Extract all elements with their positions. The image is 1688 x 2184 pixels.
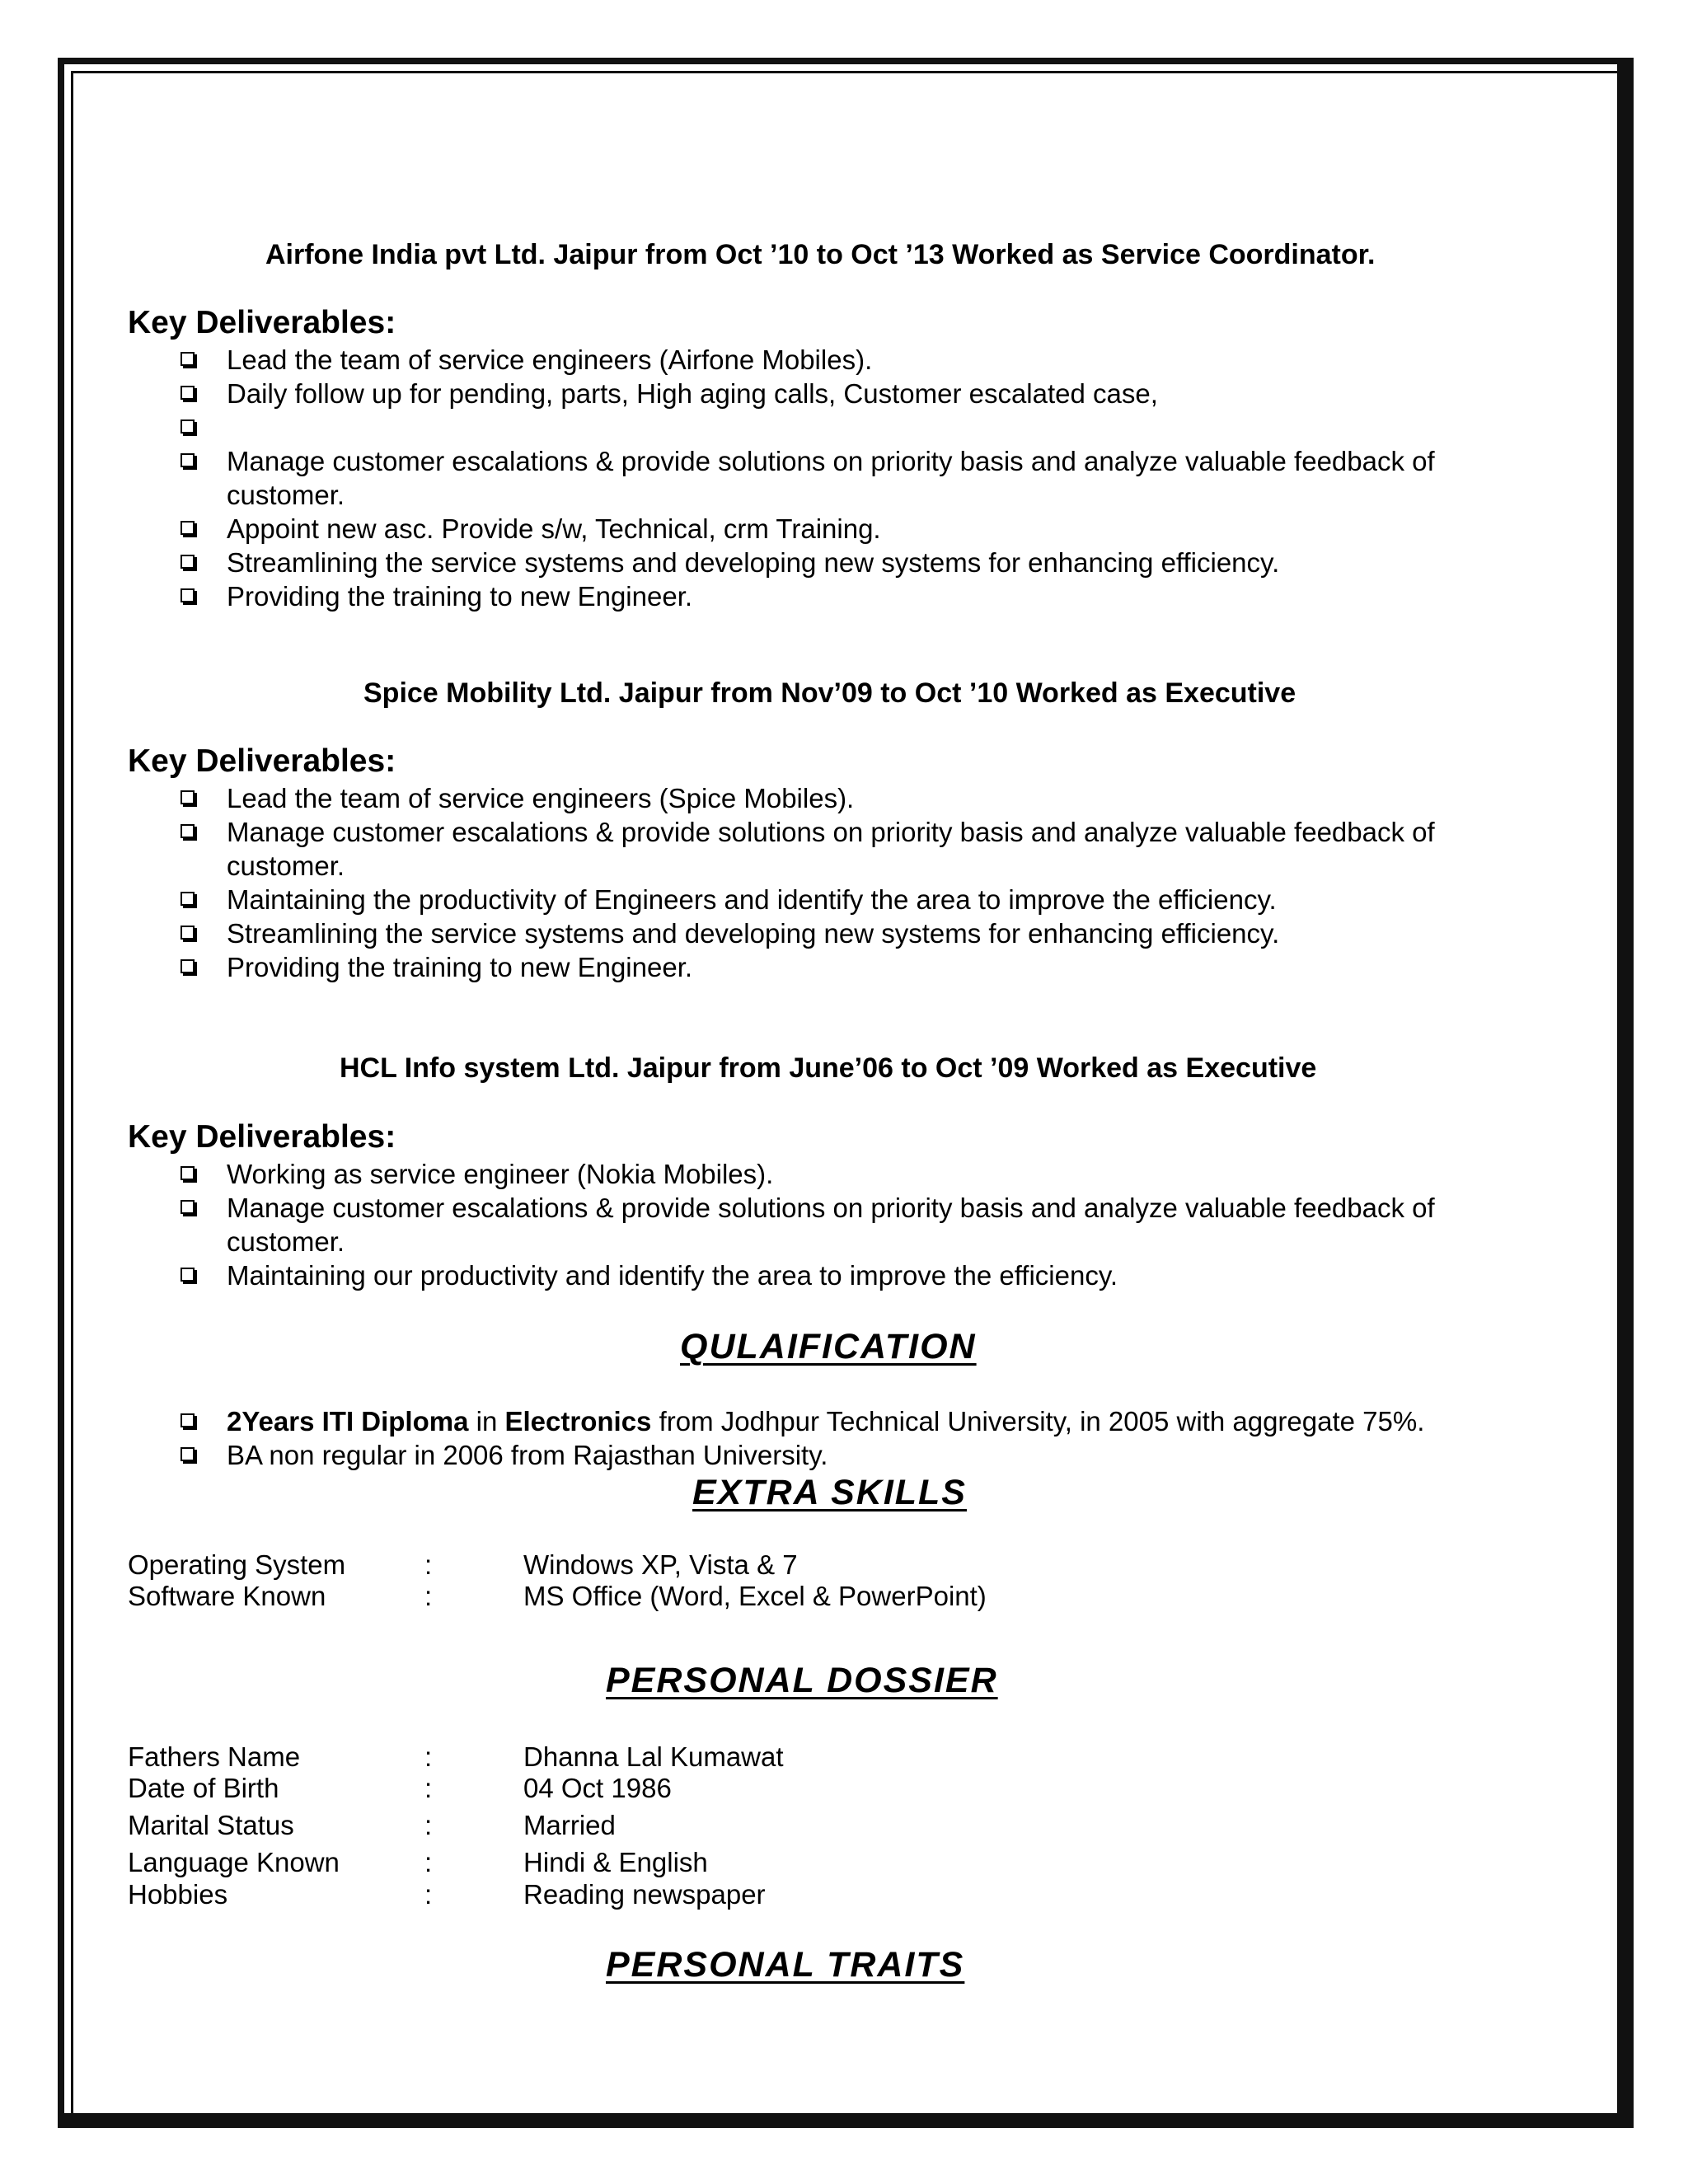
list-item: Streamlining the service systems and developing new systems for enhancing efficiency. [177,546,1479,579]
checkbox-bullet-icon [181,1447,195,1461]
dossier-row: Date of Birth : 04 Oct 1986 [128,1773,672,1803]
deliverables-list [177,343,1479,613]
list-item: 2Years ITI Diploma in Electronics from Jodhpur Technical University, in 2005 with aggregate 75%. [177,1404,1479,1438]
skills-row: Software Known : MS Office (Word, Excel & PowerPoint) [128,1581,987,1611]
key-deliverables-heading: Key Deliverables: [128,305,396,340]
checkbox-bullet-icon [181,1268,195,1282]
list-item [177,410,1479,444]
deliverables-list [177,781,1479,984]
job-title: Airfone India pvt Ltd. Jaipur from Oct ’10 to Oct ’13 Worked as Service Coordinator. [265,239,1376,270]
checkbox-bullet-icon [181,824,195,838]
deliverables-list [177,1157,1479,1292]
dossier-row: Marital Status : Married [128,1810,616,1840]
list-item: Manage customer escalations & provide solutions on priority basis and analyze valuable feedback of customer. [177,444,1479,512]
checkbox-bullet-icon [181,352,195,366]
checkbox-bullet-icon [181,1413,195,1427]
list-item: Manage customer escalations & provide solutions on priority basis and analyze valuable feedback of customer. [177,1191,1479,1258]
list-item: Daily follow up for pending, parts, High aging calls, Customer escalated case, [177,377,1479,410]
checkbox-bullet-icon [181,555,195,569]
list-item: Manage customer escalations & provide solutions on priority basis and analyze valuable feedback of customer. [177,815,1479,883]
checkbox-bullet-icon [181,790,195,804]
list-item: Appoint new asc. Provide s/w, Technical, crm Training. [177,512,1479,546]
job-title: Spice Mobility Ltd. Jaipur from Nov’09 to Oct ’10 Worked as Executive [363,677,1296,709]
section-heading-extra-skills: EXTRA SKILLS [692,1473,967,1512]
checkbox-bullet-icon [181,1200,195,1214]
dossier-row: Language Known : Hindi & English [128,1847,708,1877]
section-heading-qualification: QULAIFICATION [680,1327,977,1366]
key-deliverables-heading: Key Deliverables: [128,1119,396,1155]
dossier-row: Hobbies : Reading newspaper [128,1879,766,1910]
checkbox-bullet-icon [181,386,195,400]
section-heading-personal-traits: PERSONAL TRAITS [606,1945,965,1985]
checkbox-bullet-icon [181,959,195,973]
checkbox-bullet-icon [181,892,195,906]
checkbox-bullet-icon [181,926,195,940]
list-item: Providing the training to new Engineer. [177,579,1479,613]
checkbox-bullet-icon [181,419,195,434]
list-item: BA non regular in 2006 from Rajasthan University. [177,1438,1479,1472]
checkbox-bullet-icon [181,521,195,535]
checkbox-bullet-icon [181,588,195,602]
checkbox-bullet-icon [181,453,195,467]
section-heading-personal-dossier: PERSONAL DOSSIER [606,1661,998,1700]
list-item: Maintaining our productivity and identify the area to improve the efficiency. [177,1258,1479,1292]
list-item: Streamlining the service systems and developing new systems for enhancing efficiency. [177,916,1479,950]
dossier-row: Fathers Name : Dhanna Lal Kumawat [128,1741,784,1772]
key-deliverables-heading: Key Deliverables: [128,743,396,779]
job-title: HCL Info system Ltd. Jaipur from June’06 to Oct ’09 Worked as Executive [340,1052,1317,1084]
list-item: Maintaining the productivity of Engineers and identify the area to improve the efficiency. [177,883,1479,916]
list-item: Lead the team of service engineers (Airfone Mobiles). [177,343,1479,377]
list-item: Providing the training to new Engineer. [177,950,1479,984]
list-item: Working as service engineer (Nokia Mobiles). [177,1157,1479,1191]
qualification-list [177,1404,1479,1472]
skills-row: Operating System : Windows XP, Vista & 7 [128,1549,798,1580]
list-item: Lead the team of service engineers (Spice Mobiles). [177,781,1479,815]
checkbox-bullet-icon [181,1166,195,1180]
